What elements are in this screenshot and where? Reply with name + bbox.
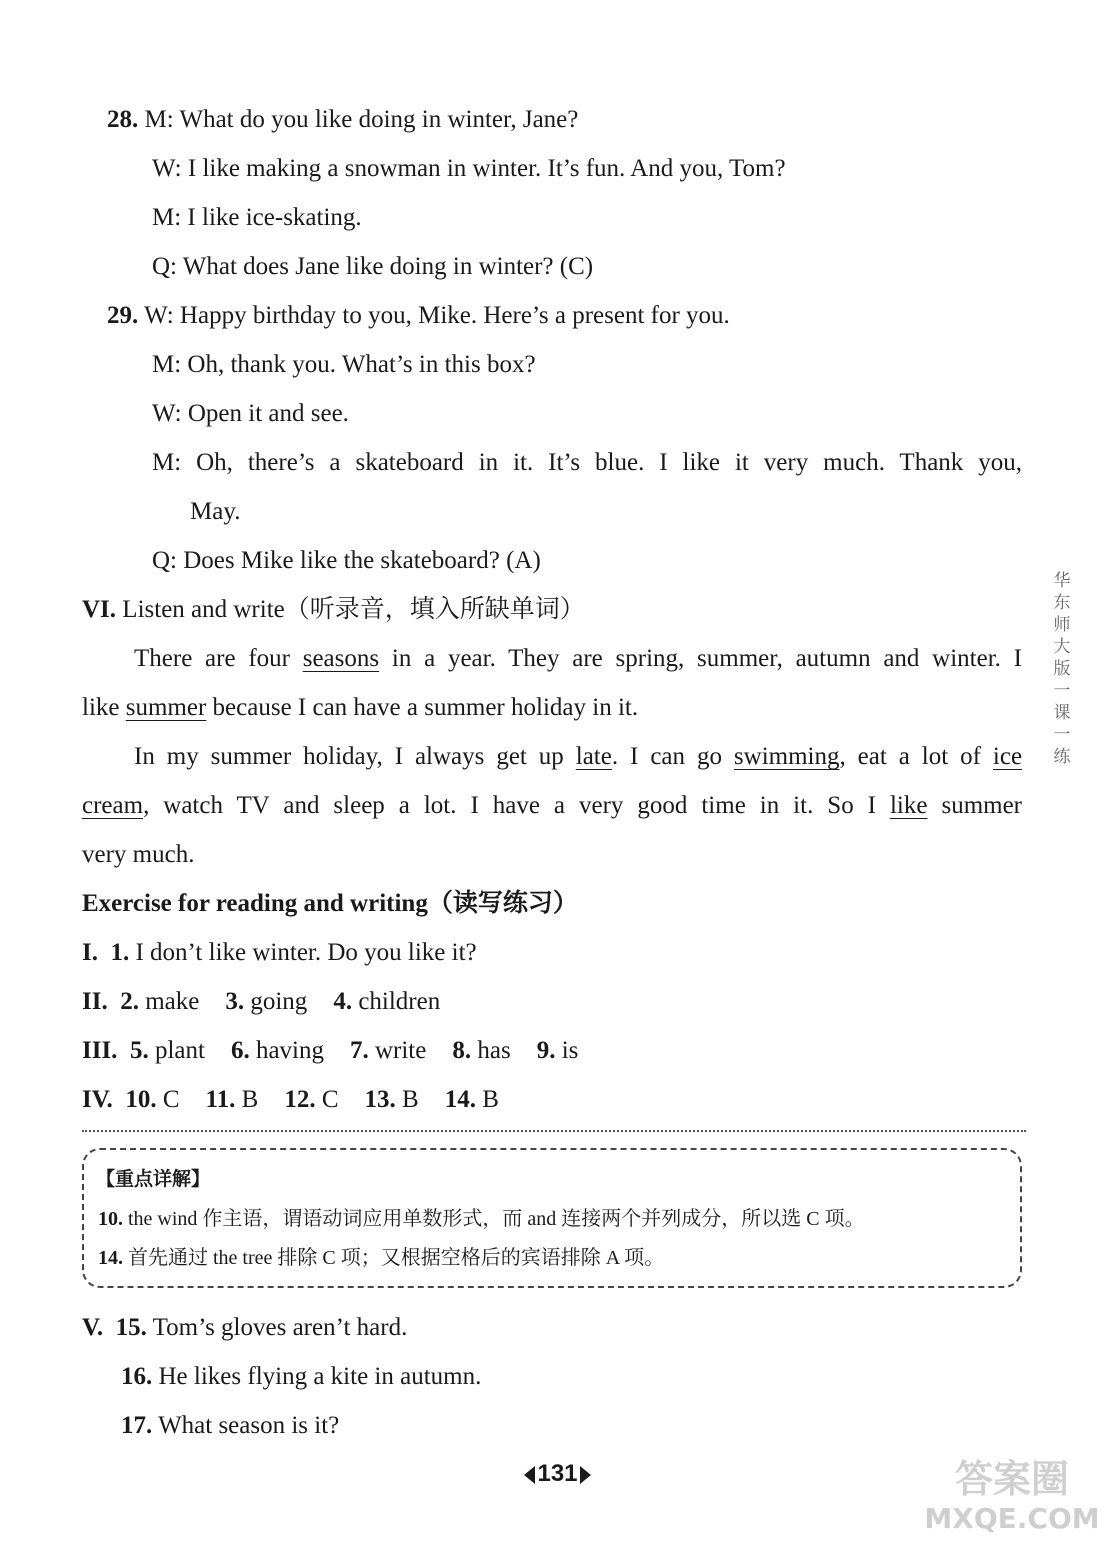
answer-text: has [477, 1037, 511, 1064]
section-iv-answers [82, 1084, 499, 1116]
question-number: 14. [98, 1247, 123, 1269]
section-iii-answers [82, 1035, 578, 1067]
key-point-14 [98, 1245, 664, 1271]
answer-text: write [374, 1037, 427, 1064]
dialogue-line: W: Happy birthday to you, Mike. Here’s a present for you. [144, 302, 730, 329]
passage-text: , eat a lot of [839, 743, 981, 770]
dialogue-line: M: What do you like doing in winter, Jane? [144, 106, 579, 133]
answer-text: is [561, 1037, 579, 1064]
filled-blank: like [889, 792, 928, 819]
question-29-line-1 [107, 300, 730, 332]
book-title-side-text: 华东师大版一课一练 [1053, 571, 1071, 767]
dotted-separator [82, 1130, 1026, 1132]
answer-text: going [250, 988, 308, 1015]
filled-blank: seasons [302, 645, 380, 672]
question-number: 16. [121, 1363, 153, 1390]
question-29-line-6: Q: Does Mike like the skateboard? (A) [152, 547, 541, 574]
question-29-line-5: May. [190, 498, 241, 525]
section-title: Listen and write（听录音，填入所缺单词） [122, 596, 585, 623]
question-number: 10. [125, 1086, 157, 1113]
question-29-line-2: M: Oh, thank you. What’s in this box? [152, 351, 536, 378]
question-number: 14. [444, 1086, 476, 1113]
question-number: 9. [536, 1037, 556, 1064]
answer-text: children [358, 988, 441, 1015]
passage-text: . I can go [611, 743, 722, 770]
section-ii-answers [82, 986, 440, 1018]
question-28-line-2: W: I like making a snowman in winter. It’s fun. And you, Tom? [152, 155, 786, 182]
passage-text: summer [941, 792, 1023, 819]
section-number: V. [82, 1314, 104, 1341]
question-number: 7. [349, 1037, 369, 1064]
section-v-answer-16 [121, 1361, 481, 1393]
question-number: 29. [107, 302, 139, 329]
passage-text: In my summer holiday, I always get up [134, 743, 564, 770]
question-number: 10. [98, 1208, 123, 1230]
section-number: IV. [82, 1086, 113, 1113]
section-number: III. [82, 1037, 118, 1064]
section-number: VI. [82, 596, 117, 623]
left-arrow-icon [524, 1466, 535, 1484]
watermark-icon [912, 1448, 1112, 1534]
answer-text: having [255, 1037, 324, 1064]
question-28-line-4: Q: What does Jane like doing in winter? (C) [152, 253, 594, 280]
question-number: 8. [452, 1037, 472, 1064]
question-number: 28. [107, 106, 139, 133]
passage-text: in a year. They are spring, summer, autumn and winter. I [391, 645, 1022, 672]
answer-text: make [145, 988, 200, 1015]
question-number: 5. [129, 1037, 149, 1064]
question-29-line-4: M: Oh, there’s a skateboard in it. It’s blue. I like it very much. Thank you, [152, 449, 1022, 476]
watermark-top-text: 答案圈 [954, 1457, 1070, 1501]
question-number: 12. [284, 1086, 316, 1113]
question-number: 6. [230, 1037, 250, 1064]
answer-text: What season is it? [158, 1412, 340, 1439]
answer-text: He likes flying a kite in autumn. [158, 1363, 482, 1390]
key-points-title: 【重点详解】 [96, 1168, 211, 1190]
passage-text: , watch TV and sleep a lot. I have a very good time in it. So I [143, 792, 876, 819]
section-i-answer [82, 937, 477, 969]
passage-text: There are four [134, 645, 290, 672]
passage-text: like [82, 694, 120, 721]
watermark-bottom-text: MXQE.COM [924, 1502, 1100, 1534]
question-number: 4. [333, 988, 353, 1015]
section-number: I. [82, 939, 98, 966]
question-number: 17. [121, 1412, 153, 1439]
filled-blank: summer [125, 694, 207, 721]
answer-text: Tom’s gloves aren’t hard. [152, 1314, 408, 1341]
question-28-line-3: M: I like ice-skating. [152, 204, 362, 231]
section-v-answer-17 [121, 1410, 339, 1442]
filled-blank: swimming [733, 743, 840, 770]
answer-text: C [162, 1086, 180, 1113]
filled-blank: cream [82, 792, 144, 819]
question-number: 2. [120, 988, 139, 1015]
key-point-10 [98, 1206, 865, 1232]
question-number: 3. [225, 988, 245, 1015]
passage-line-1 [134, 643, 1022, 675]
explanation-text: the wind 作主语，谓语动词应用单数形式，而 and 连接两个并列成分，所以选 C 项。 [128, 1208, 865, 1230]
question-number: 13. [364, 1086, 396, 1113]
section-number: II. [82, 988, 108, 1015]
page-number-text: 131 [537, 1460, 578, 1487]
passage-line-2 [82, 692, 638, 724]
question-28-line-1 [107, 104, 578, 136]
answer-text: B [402, 1086, 419, 1113]
passage-text: because I can have a summer holiday in it. [212, 694, 639, 721]
filled-blank: late [575, 743, 612, 770]
reading-writing-heading: Exercise for reading and writing（读写练习） [82, 890, 578, 917]
question-29-line-3: W: Open it and see. [152, 400, 349, 427]
answer-text: B [241, 1086, 259, 1113]
section-vi-title [82, 594, 585, 626]
filled-blank: ice [992, 743, 1023, 770]
question-number: 15. [115, 1314, 147, 1341]
answer-text: B [482, 1086, 499, 1113]
passage-line-4 [82, 790, 1022, 822]
passage-line-3 [134, 741, 1022, 773]
watermark-logo [912, 1448, 1112, 1534]
right-arrow-icon [580, 1466, 591, 1484]
answer-text: C [321, 1086, 339, 1113]
question-number: 1. [110, 939, 130, 966]
answer-text: plant [154, 1037, 205, 1064]
passage-line-5: very much. [82, 841, 195, 868]
question-number: 11. [205, 1086, 236, 1113]
explanation-text: 首先通过 the tree 排除 C 项；又根据空格后的宾语排除 A 项。 [128, 1247, 665, 1269]
section-v-answer-15 [82, 1312, 407, 1344]
answer-text: I don’t like winter. Do you like it? [135, 939, 477, 966]
